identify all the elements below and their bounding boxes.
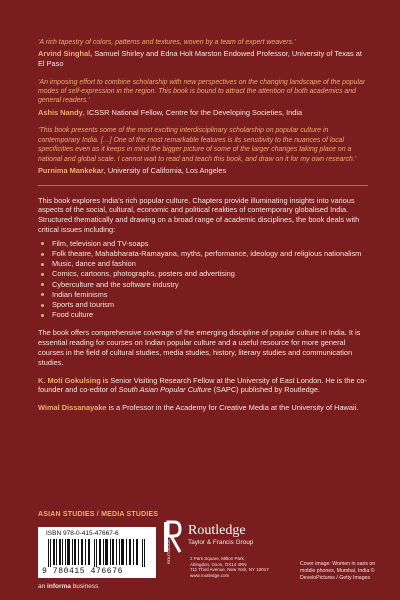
review-quote: ‘This book presents some of the most exciting interdisciplinary scholarship on popular culture in contemporary India. […] One of the most remarkable features is its sensitivity to the nuances of local specificities even as it keeps in mind the bigger picture of some of the larger changes taking place on a national and global scale. I cannot wait to read and teach this book, and draw on it for my own research.’ (38, 127, 357, 163)
description-outro: The book offers comprehensive coverage of the emerging discipline of popular culture in India. It is essential reading for courses on Indian popular culture and a useful resource for more general courses in the field of cultural studies, media studies, history, literary studies and communication studies. (38, 328, 361, 367)
list-item: Cyberculture and the software industry (52, 280, 368, 290)
list-item: Folk theatre, Mahabharata-Ramayana, myths, performance, ideology and religious nationalism (52, 249, 368, 259)
editor-bio-text: (SAPC) published by Routledge. (211, 385, 320, 395)
list-item: Food culture (52, 310, 368, 320)
journal-title: South Asian Popular Culture (118, 385, 212, 395)
list-item: Comics, cartoons, photographs, posters and advertising (52, 269, 368, 279)
review-quote: ‘An imposing effort to combine scholarship with new perspectives on the changing landscape of the popular modes of self-expression in the region. This book is bound to attract the attention of both academics and general readers.’ (38, 78, 366, 105)
address-line: 711 Third Avenue, New York, NY 10017 (190, 567, 269, 572)
description-intro: This book explores India’s rich popular culture. Chapters provide illuminating insights into various aspects of the social, cultural, economic and political realities of contemporary globalised India. Structured thematically and drawing on a broad range of academic disciplines, the book deals with critical issues including: (38, 195, 360, 235)
informa-suffix: business (70, 583, 99, 590)
editor-name: Wimal Dissanayake (38, 403, 107, 413)
reviewer-affiliation: , ICSSR National Fellow, Centre for the Developing Societies, India (82, 107, 303, 117)
reviewer-affiliation: , University of California, Los Angeles (103, 166, 227, 176)
review-attribution (38, 166, 368, 176)
informa-brand: informa (47, 583, 71, 590)
address-line: 2 Park Square, Milton Park, (190, 556, 246, 561)
reviewer-name: Arvind Singhal, (38, 49, 93, 59)
list-item: Sports and tourism (52, 300, 368, 310)
informa-note (38, 583, 98, 590)
publisher-address (190, 556, 269, 578)
address-line: www.routledge.com (190, 572, 230, 578)
review-attribution (38, 108, 368, 118)
barcode-bars (48, 539, 148, 567)
barcode (38, 527, 156, 578)
list-item: Music, dance and fashion (52, 259, 368, 269)
publisher-tagline: Taylor & Francis Group (188, 539, 254, 546)
main-content (38, 38, 368, 421)
subject-category: ASIAN STUDIES / MEDIA STUDIES (38, 511, 159, 518)
section-divider (38, 185, 368, 186)
cover-credit: Cover image: Women in saris on mobile phones, Mumbai, India © DeveloPictures / Getty Images (300, 561, 376, 581)
editor-bio (38, 376, 368, 396)
review-2 (38, 78, 368, 118)
editor-bio-text: is Senior Visiting Research Fellow at the University of East London. He is the co-founder and co-editor of (38, 375, 367, 395)
review-1 (38, 38, 368, 69)
editor-bio-text: is a Professor in the Academy for Creative Media at the University of Hawaii. (106, 403, 359, 413)
review-3 (38, 126, 368, 175)
editor-name: K. Moti Gokulsing (38, 375, 101, 385)
review-quote: ‘A rich tapestry of colors, patterns and textures, woven by a team of expert weavers.’ (38, 39, 296, 46)
publisher-name: Routledge (188, 523, 246, 538)
list-item: Film, television and TV-soaps (52, 239, 368, 249)
address-line: Abingdon, Oxon, OX14 4RN (190, 561, 247, 567)
review-attribution (38, 49, 368, 68)
routledge-logo-icon (160, 520, 184, 566)
list-item: Indian feminisms (52, 290, 368, 300)
reviewer-affiliation: Samuel Shirley and Edna Holt Marston Endowed Professor, University of Texas at El Paso (38, 49, 362, 68)
topics-list (38, 239, 368, 321)
barcode-digits: 9 780415 476676 (42, 567, 124, 576)
informa-prefix: an (38, 583, 48, 590)
reviewer-name: Ashis Nandy (38, 107, 83, 117)
editor-bio (38, 403, 368, 413)
svg-text:ROUTLEDGE: ROUTLEDGE (166, 539, 171, 564)
reviewer-name: Purnima Mankekar (38, 166, 104, 176)
isbn-label: ISBN 978-0-415-47667-6 (46, 530, 119, 537)
